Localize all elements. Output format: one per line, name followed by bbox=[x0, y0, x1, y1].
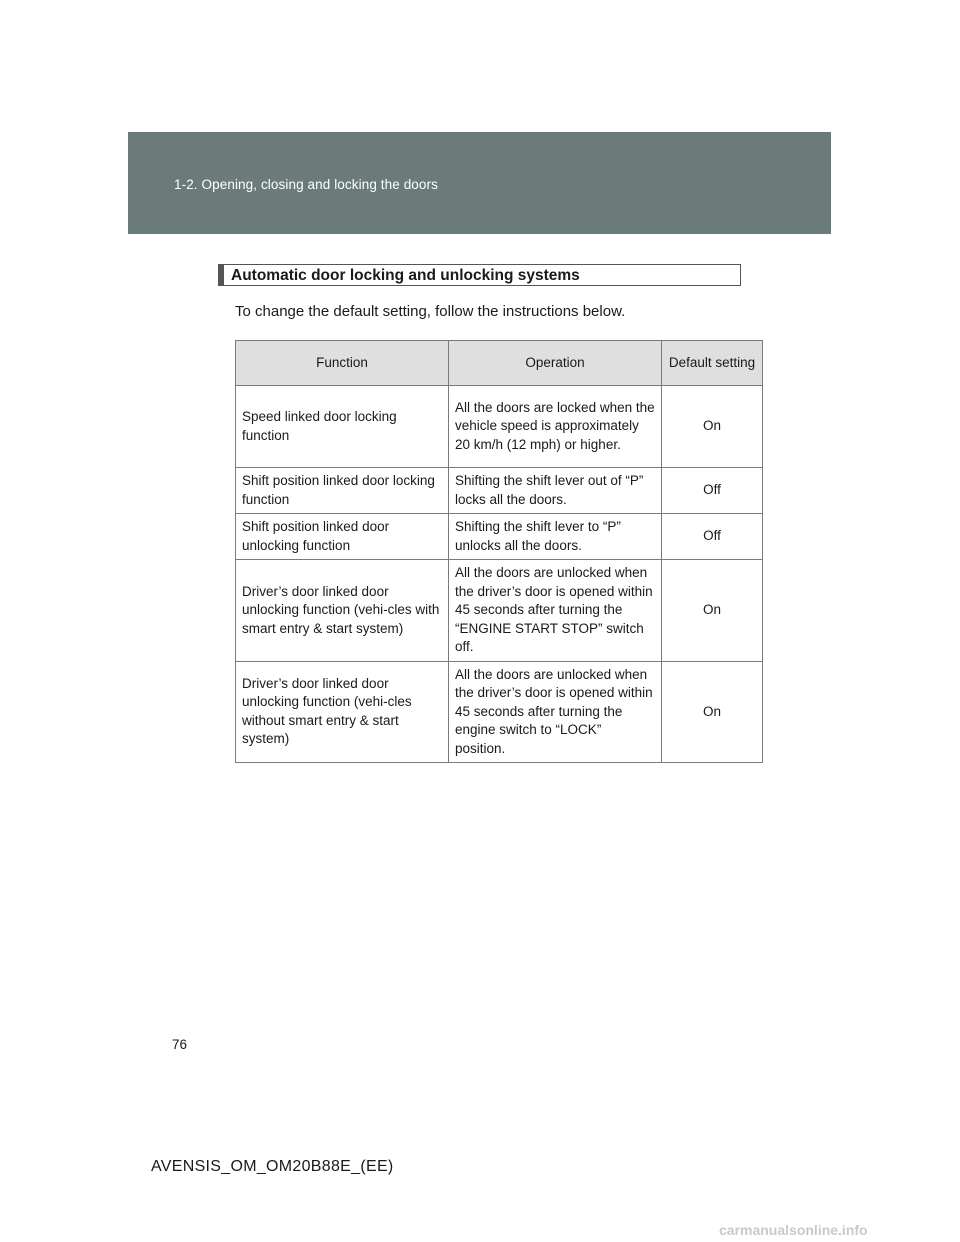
table-row bbox=[236, 386, 763, 468]
header-function: Function bbox=[236, 341, 449, 386]
cell-default: Off bbox=[662, 514, 763, 560]
table-header-row bbox=[236, 341, 763, 386]
document-code: AVENSIS_OM_OM20B88E_(EE) bbox=[151, 1158, 394, 1175]
table-row bbox=[236, 560, 763, 662]
cell-function: Driver’s door linked door unlocking function (vehi-cles with smart entry & start system) bbox=[236, 560, 449, 662]
cell-operation: All the doors are unlocked when the driver’s door is opened within 45 seconds after turning the “ENGINE START STOP” switch off. bbox=[449, 560, 662, 662]
intro-text: To change the default setting, follow the instructions below. bbox=[235, 303, 626, 320]
section-heading bbox=[218, 264, 741, 286]
cell-default: On bbox=[662, 661, 763, 763]
cell-function: Speed linked door locking function bbox=[236, 386, 449, 468]
cell-default: Off bbox=[662, 468, 763, 514]
page-number: 76 bbox=[172, 1037, 188, 1052]
table-row bbox=[236, 661, 763, 763]
cell-function: Driver’s door linked door unlocking function (vehi-cles without smart entry & start system) bbox=[236, 661, 449, 763]
table-row bbox=[236, 514, 763, 560]
cell-default: On bbox=[662, 386, 763, 468]
breadcrumb: 1-2. Opening, closing and locking the doors bbox=[174, 177, 438, 192]
header-default: Default setting bbox=[662, 341, 763, 386]
cell-operation: Shifting the shift lever out of “P” locks all the doors. bbox=[449, 468, 662, 514]
table-row bbox=[236, 468, 763, 514]
watermark-text: carmanualsonline.info bbox=[719, 1222, 868, 1238]
cell-operation: All the doors are locked when the vehicle speed is approximately 20 km/h (12 mph) or higher. bbox=[449, 386, 662, 468]
cell-function: Shift position linked door unlocking function bbox=[236, 514, 449, 560]
cell-default: On bbox=[662, 560, 763, 662]
header-operation: Operation bbox=[449, 341, 662, 386]
cell-operation: Shifting the shift lever to “P” unlocks all the doors. bbox=[449, 514, 662, 560]
cell-operation: All the doors are unlocked when the driver’s door is opened within 45 seconds after turning the engine switch to “LOCK” position. bbox=[449, 661, 662, 763]
heading-accent-bar bbox=[219, 265, 224, 285]
cell-function: Shift position linked door locking function bbox=[236, 468, 449, 514]
header-band bbox=[128, 132, 831, 234]
section-heading-text: Automatic door locking and unlocking systems bbox=[231, 267, 580, 284]
settings-table bbox=[235, 340, 763, 763]
